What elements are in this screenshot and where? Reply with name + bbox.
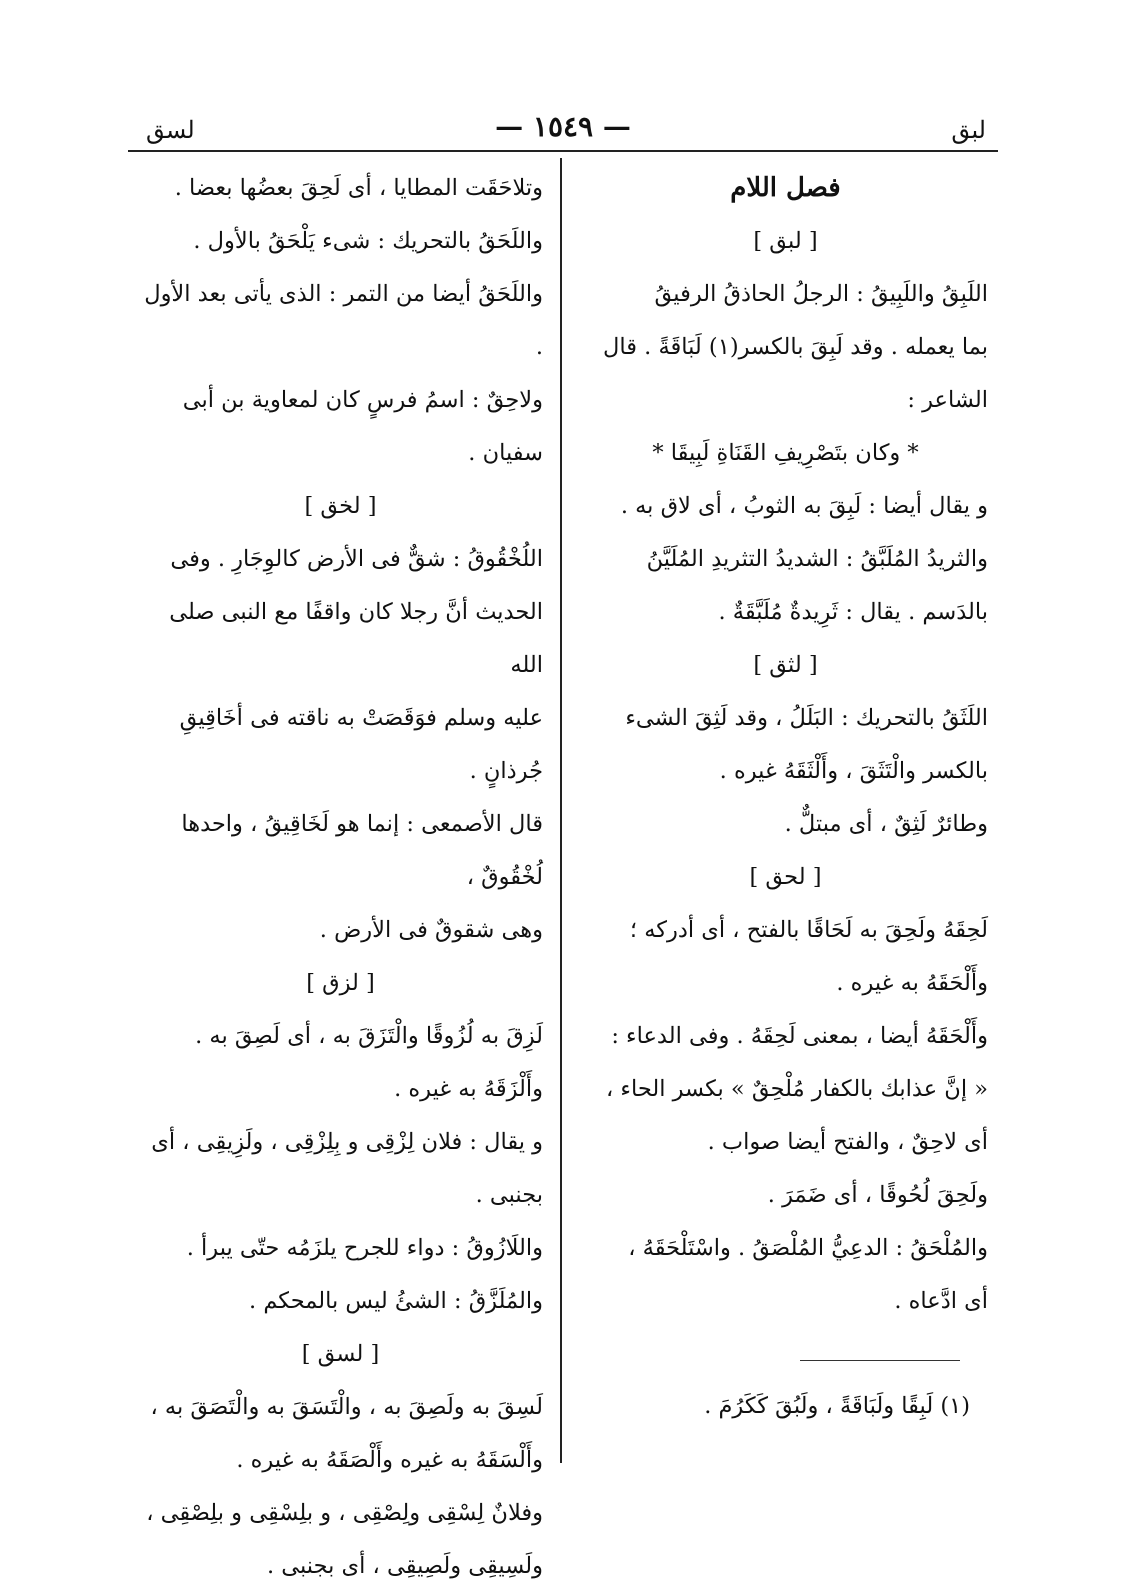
text-line: بجنبى .	[475, 1182, 543, 1208]
text-line: وطائرٌ لَثِقٌ ، أى مبتلٌّ .	[784, 811, 988, 837]
right-column	[583, 162, 988, 1328]
left-column	[138, 162, 543, 1593]
text-line: لَزِقَ به لُزُوقًا والْتَزَقَ به ، أى لَصِقَ به .	[195, 1023, 543, 1049]
entry-heading-lzq: [ لزق ]	[306, 970, 375, 996]
text-line: قال الأصمعى : إنما هو لَخَاقِيقُ ، واحدها لُخْقُوقٌ ،	[181, 811, 543, 890]
text-line: ولَحِقَ لُحُوقًا ، أى ضَمَرَ .	[767, 1182, 988, 1208]
text-line: ولاحِقٌ : اسمُ فرسٍ كان لمعاوية بن أبى	[182, 387, 543, 413]
footnote-rule	[800, 1360, 960, 1361]
text-line: اللَثَقُ بالتحريك : البَلَلُ ، وقد لَثِقَ الشىء	[625, 705, 988, 731]
header-rule	[128, 150, 998, 152]
text-line: أى لاحِقٌ ، والفتح أيضا صواب .	[707, 1129, 988, 1155]
text-line: والمُلَزَّقُ : الشئُ ليس بالمحكم .	[249, 1288, 543, 1314]
text-line: واللَحَقُ أيضا من التمر : الذى يأتى بعد الأول .	[144, 281, 543, 360]
text-line: وتلاحَقَت المطايا ، أى لَحِقَ بعضُها بعضا .	[174, 175, 543, 201]
verse-line: * وكان بتَصْرِيفِ القَنَاةِ لَبِيقَا *	[652, 440, 919, 466]
entry-heading-lsq: [ لسق ]	[301, 1341, 380, 1367]
text-line: وأَلْزَقَهُ به غيره .	[394, 1076, 543, 1102]
text-line: واللَحَقُ بالتحريك : شىء يَلْحَقُ بالأول .	[193, 228, 543, 254]
text-line: عليه وسلم فوَقَصَتْ به ناقته فى أخَاقِيقِ جُرذانٍ .	[179, 705, 543, 784]
page-number: — ١٥٤٩ —	[495, 110, 631, 143]
header-left-word: لسق	[146, 116, 195, 144]
text-line: اللَبِقُ واللَبِيقُ : الرجلُ الحاذقُ الرفيقُ	[654, 281, 988, 307]
text-line: بالدَسم . يقال : ثَرِيدةٌ مُلَبَّقَةٌ .	[718, 599, 988, 625]
text-line: بما يعمله . وقد لَبِقَ بالكسر(١) لَبَاقَةً . قال	[603, 334, 988, 360]
text-line: لَحِقَهُ ولَحِقَ به لَحَاقًا بالفتح ، أى أدركه ؛	[629, 917, 988, 943]
text-line: « إنَّ عذابك بالكفار مُلْحِقٌ » بكسر الحاء ،	[605, 1076, 988, 1102]
text-line: الحديث أنَّ رجلا كان واقفًا مع النبى صلى الله	[169, 599, 543, 678]
text-line: وأَلْحَقَهُ به غيره .	[836, 970, 988, 996]
text-line: أى ادَّعاه .	[894, 1288, 988, 1314]
entry-heading-lthq: [ لثق ]	[753, 652, 818, 678]
section-title: فصل اللام	[730, 173, 841, 203]
text-line: و يقال : فلان لِزْقِى و بِلِزْقِى ، ولَزِيقِى ، أى	[151, 1129, 543, 1155]
text-line: ولَسِيقِى ولَصِيقِى ، أى بجنبى .	[266, 1553, 543, 1579]
entry-heading-lbq: [ لبق ]	[753, 228, 818, 254]
column-divider	[560, 158, 562, 1463]
header-right-word: لبق	[951, 116, 986, 144]
text-line: وهى شقوقٌ فى الأرض .	[319, 917, 543, 943]
text-line: والمُلْحَقُ : الدعِيُّ المُلْصَقُ . واسْتَلْحَقَهُ ،	[628, 1235, 988, 1261]
text-line: والثريدُ المُلَبَّقُ : الشديدُ التثريدِ المُلَيَّنُ	[646, 546, 988, 572]
text-line: وأَلْسَقَهُ به غيره وأَلْصَقَهُ به غيره .	[236, 1447, 543, 1473]
text-line: اللُخْقُوقُ : شقٌّ فى الأرض كالوِجَارِ . وفى	[170, 546, 543, 572]
text-line: وفلانٌ لِسْقِى ولِصْقِى ، و بلِسْقِى و بلِصْقِى ،	[146, 1500, 543, 1526]
text-line: الشاعر :	[907, 387, 988, 413]
footnote: (١) لَبِقًا ولَبَاقَةً ، ولَبُقَ كَكَرُمَ .	[704, 1393, 970, 1419]
text-line: بالكسر والْتَثَقَ ، وأَلْثَقَهُ غيره .	[719, 758, 988, 784]
text-line: لَسِقَ به ولَصِقَ به ، والْتَسَقَ به والْتَصَقَ به ،	[150, 1394, 543, 1420]
page-header	[128, 110, 998, 150]
text-line: سفيان .	[468, 440, 543, 466]
text-line: واللَازُوقُ : دواء للجرح يلزَمُه حتّى يبرأ .	[186, 1235, 543, 1261]
entry-heading-lhq: [ لحق ]	[749, 864, 822, 890]
entry-heading-lkhq: [ لخق ]	[304, 493, 377, 519]
text-line: و يقال أيضا : لَبِقَ به الثوبُ ، أى لاق به .	[620, 493, 988, 519]
text-line: وأَلْحَقَهُ أيضا ، بمعنى لَحِقَهُ . وفى الدعاء :	[611, 1023, 988, 1049]
